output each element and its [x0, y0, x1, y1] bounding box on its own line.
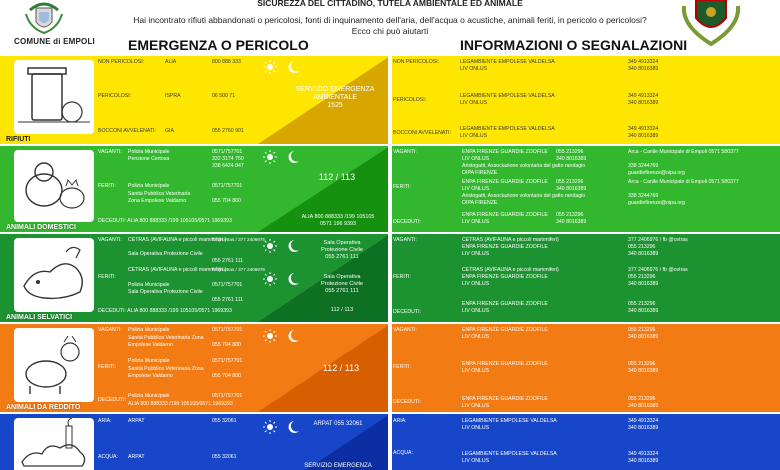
info-org: LIV ONLUS	[462, 251, 490, 257]
org-name: GIA	[165, 128, 174, 134]
org-name: Polizia Municipale	[128, 358, 170, 364]
info-org: ENPA FIRENZE GUARDIE ZOOFILE	[462, 179, 548, 185]
info-phone: 340 8016389	[628, 425, 659, 431]
org-name: Empolese Valdarno	[128, 342, 173, 348]
phone-number: 0571/757701	[212, 149, 243, 155]
phone-number: 06 500 71	[212, 93, 236, 99]
row-key: PERICOLOSI:	[98, 93, 132, 99]
row-key: BOCCONI AVVELENATI:	[98, 128, 157, 134]
info-phone: 349 4913324	[628, 93, 659, 99]
org-name: ARPAT	[128, 454, 145, 460]
info-org: LIV ONLUS	[462, 219, 490, 225]
deceduti-line: DECEDUTI: ALIA 800 888333 /199 105105/0571 1969393	[98, 218, 232, 224]
category-label: ANIMALI DOMESTICI	[6, 224, 76, 231]
info-org: Aristogatti, Associazione volontaria del gatto randagio	[462, 163, 586, 169]
info-org: CETRAS (AVIFAUNA e piccoli mammiferi)	[462, 267, 559, 273]
info-row-key: PERICOLOSI:	[393, 97, 427, 103]
mid-line: Sala Operativa	[323, 240, 361, 246]
info-row-key: VAGANTI:	[393, 149, 417, 155]
info-org: LIV ONLUS	[462, 403, 490, 409]
emergency-number: 112 / 113	[330, 307, 354, 313]
column-title-info: INFORMAZIONI O SEGNALAZIONI	[460, 37, 688, 53]
info-row-key: VAGANTI:	[393, 327, 417, 333]
info-org: LIV ONLUS	[460, 66, 488, 72]
info-org: ENPA FIRENZE GUARDIE ZOOFILE	[462, 212, 548, 218]
mid-line: 055 2761 111	[325, 254, 359, 260]
info-phone: 340 8016389	[628, 334, 659, 340]
phone-number: 0571/757701	[212, 282, 243, 288]
header-help: Ecco chi può aiutarti	[351, 26, 429, 36]
column-separator	[388, 146, 392, 232]
day-night-icon	[262, 239, 302, 253]
info-org: LIV ONLUS	[460, 100, 488, 106]
alia-number: ALIA 800 888333 /199 105105	[301, 214, 375, 220]
org-name: Sanità Pubblica Veterinaria Zona	[128, 335, 204, 341]
band-animali-domestici	[0, 146, 780, 232]
phone-number: 332 3174 750	[212, 156, 244, 162]
info-org: ENPA FIRENZE GUARDIE ZOOFILE	[462, 149, 548, 155]
org-name: Pensione Certosa	[128, 156, 170, 162]
phone-number: 055 32061	[212, 418, 237, 424]
info-row-key: DECEDUTI:	[393, 309, 421, 315]
info-phone: 340 8016389	[628, 100, 659, 106]
info-org: LIV ONLUS	[462, 281, 490, 287]
org-name: Polizia Municipale	[128, 327, 170, 333]
org-name: Polizia Municipale	[128, 393, 170, 399]
info-right: 338 3244769	[628, 193, 659, 199]
info-phone: 055 213296	[628, 244, 656, 250]
phone-number: 0571/757701	[212, 327, 243, 333]
info-phone: 055 213296	[628, 327, 656, 333]
info-row-key: FERITI:	[393, 184, 411, 190]
info-right: guardiefirenze@oipa.org	[628, 170, 685, 176]
info-org: OIPA FIRENZE	[462, 170, 498, 176]
phone-number: 0571/757701	[212, 358, 243, 364]
org-name: Empolese Valdarno	[128, 373, 173, 379]
info-org: LEGAMBIENTE EMPOLESE VALDELSA	[460, 126, 555, 132]
category-label: RIFIUTI	[6, 136, 31, 143]
info-phone: 340 8016389	[628, 66, 659, 72]
info-phone: 055 213296	[628, 361, 656, 367]
mid-line: Sala Operativa	[323, 274, 361, 280]
info-org: LIV ONLUS	[462, 186, 490, 192]
info-phone: 055 213296	[628, 274, 656, 280]
info-phone: 349 4913324	[628, 418, 659, 424]
info-org: LIV ONLUS	[462, 308, 490, 314]
header-question: Hai incontrato rifiuti abbandonati o pericolosi, fonti di inquinamento dell'aria, dell'acqua o acustiche, animali feriti, in pericolo o pericolosi?	[133, 15, 647, 25]
org-name: CETRAS (AVIFAUNA e piccoli mammiferi )	[128, 267, 227, 273]
info-row-key: ARIA:	[393, 418, 407, 424]
info-phone: 340 8016389	[628, 308, 659, 314]
emergency-service-line1: SERVIZIO EMERGENZA	[304, 463, 372, 469]
info-row-key: DECEDUTI:	[393, 399, 421, 405]
info-row-key: VAGANTI:	[393, 237, 417, 243]
dog-cat-icon	[14, 150, 94, 222]
info-org: LIV ONLUS	[462, 334, 490, 340]
info-phone: 055 213296	[556, 212, 584, 218]
column-separator	[388, 324, 392, 412]
emergency-service-line1: SERVIZIO EMERGENZA	[295, 86, 375, 93]
pollution-icon	[14, 418, 94, 470]
info-org: LIV ONLUS	[460, 133, 488, 139]
phone-number: 338 6424 847	[212, 163, 244, 169]
phone-number: 055 2761 111	[212, 297, 243, 303]
info-phone: 349 4913324	[628, 59, 659, 65]
info-phone: 340 8016389	[556, 186, 587, 192]
info-phone: 349 4913324	[628, 451, 659, 457]
info-phone: 349 4913324	[628, 126, 659, 132]
phone-number: 0571/757701	[212, 183, 243, 189]
org-name: ARPAT	[128, 418, 145, 424]
org-name: ALIA 800 888333 /199 105105/0571 1969393	[128, 401, 233, 407]
org-name: ALIA	[165, 59, 177, 65]
info-org: ENPA FIRENZE GUARDIE ZOOFILE	[462, 244, 548, 250]
row-key: FERITI:	[98, 364, 116, 370]
org-name: Polizia Municipale	[128, 282, 170, 288]
info-org: OIPA FIRENZE	[462, 200, 498, 206]
deceduti-line: DECEDUTI: ALIA 800 888333 /199 105105/0571 1969393	[98, 308, 232, 314]
info-phone: 055 213296	[628, 396, 656, 402]
info-org: ENPA FIRENZE GUARDIE ZOOFILE	[462, 301, 548, 307]
info-right: Arca - Canile Municipale di Empoli 0571 580377	[628, 149, 739, 155]
phone-number: 055 2761 111	[212, 258, 243, 264]
day-night-icon	[262, 150, 302, 164]
band-animali-da-reddito	[0, 324, 780, 412]
phone-number: 055 704 800	[212, 342, 241, 348]
org-name: Polizia Municipale	[128, 149, 170, 155]
header-subtitle: SICUREZZA DEL CITTADINO, TUTELA AMBIENTALE ED ANIMALE	[257, 0, 523, 8]
column-separator	[388, 56, 392, 144]
info-org: LIV ONLUS	[462, 156, 490, 162]
info-phone: 340 8016389	[628, 403, 659, 409]
band-ambiente	[0, 414, 780, 470]
column-title-emergenza: EMERGENZA O PERICOLO	[128, 37, 309, 53]
info-phone: 055 213296	[556, 149, 584, 155]
day-night-icon	[262, 60, 302, 74]
info-org: LEGAMBIENTE EMPOLESE VALDELSA	[462, 451, 557, 457]
info-org: ENPA FIRENZE GUARDIE ZOOFILE	[462, 396, 548, 402]
org-name: Sala Operativa Protezione Civile	[128, 251, 203, 257]
phone-number: 0571/757701	[212, 393, 243, 399]
info-row-key: DECEDUTI:	[393, 219, 421, 225]
info-org: LIV ONLUS	[462, 425, 490, 431]
row-key: NON PERICOLOSI:	[98, 59, 145, 65]
info-org: LEGAMBIENTE EMPOLESE VALDELSA	[460, 59, 555, 65]
phone-number: 800 888 333	[212, 59, 241, 65]
phone-number: 055 704 800	[212, 198, 241, 204]
org-name: Sala Operativa Protezione Civile	[128, 289, 203, 295]
row-key: DECEDUTI:	[98, 397, 126, 403]
arpat-number: ARPAT 055 32061	[313, 421, 363, 427]
band-animali-selvatici	[0, 234, 780, 322]
info-row-key: NON PERICOLOSI:	[393, 59, 440, 65]
header	[0, 0, 780, 55]
info-phone: 340 8016389	[628, 251, 659, 257]
day-night-icon	[262, 329, 302, 343]
band-rifiuti	[0, 56, 780, 144]
column-separator	[388, 234, 392, 322]
info-org: LEGAMBIENTE EMPOLESE VALDELSA	[460, 93, 555, 99]
row-key: VAGANTI:	[98, 327, 122, 333]
info-org: ENPA FIRENZE GUARDIE ZOOFILE	[462, 327, 548, 333]
info-phone: 340 8016389	[556, 156, 587, 162]
info-org: LEGAMBIENTE EMPOLESE VALDELSA	[462, 418, 557, 424]
category-label: ANIMALI DA REDDITO	[6, 404, 81, 411]
org-name: CETRAS (AVIFAUNA e piccoli mammiferi )	[128, 237, 227, 243]
shield-logo-icon	[672, 0, 750, 48]
info-phone: 377 2406976 / fb @cetras	[628, 267, 688, 273]
info-row-key: ACQUA:	[393, 450, 413, 456]
farm-animals-icon	[14, 328, 94, 402]
info-org: LIV ONLUS	[462, 368, 490, 374]
mid-line: Protezione Civile	[321, 247, 363, 253]
info-phone: 340 8016389	[628, 458, 659, 464]
info-phone: 055 213296	[628, 301, 656, 307]
row-key: FERITI:	[98, 183, 116, 189]
info-org: CETRAS (AVIFAUNA e piccoli mammiferi)	[462, 237, 559, 243]
info-row-key: FERITI:	[393, 364, 411, 370]
info-phone: 340 8016389	[628, 133, 659, 139]
info-org: ENPA FIRENZE GUARDIE ZOOFILE	[462, 361, 548, 367]
alia-number: 0571 196 9393	[320, 221, 356, 227]
row-key: FERITI:	[98, 274, 116, 280]
column-separator	[388, 414, 392, 470]
info-org: LIV ONLUS	[462, 458, 490, 464]
org-name: Sanità Pubblica Veterinaria Zona	[128, 366, 204, 372]
row-key: VAGANTI:	[98, 149, 122, 155]
waste-bin-icon	[14, 60, 94, 134]
emergency-service-number: 1525	[327, 102, 343, 109]
mid-line: Protezione Civile	[321, 281, 363, 287]
info-phone: 340 8016389	[628, 281, 659, 287]
info-org: Aristogatti, Associazione volontaria del gatto randagio	[462, 193, 586, 199]
org-name: ISPRA	[165, 93, 181, 99]
org-name: Polizia Municipale	[128, 183, 170, 189]
info-row-key: FERITI:	[393, 274, 411, 280]
day-night-icon	[262, 272, 302, 286]
org-name: Zona Empolese Valdarno	[128, 198, 187, 204]
info-right: guardiefirenze@oipa.org	[628, 200, 685, 206]
phone-number: 055 704 800	[212, 373, 241, 379]
row-key: ARIA:	[98, 418, 112, 424]
info-right: 338 3244769	[628, 163, 659, 169]
info-row-key: BOCCONI AVVELENATI:	[393, 130, 452, 136]
row-key: ACQUA:	[98, 454, 118, 460]
row-key: VAGANTI:	[98, 237, 122, 243]
phone-number: 055 2760 901	[212, 128, 244, 134]
org-name: Sanità Pubblica Veterinaria	[128, 191, 191, 197]
emergency-number: 112 / 113	[322, 363, 360, 373]
info-phone: 340 8016389	[628, 368, 659, 374]
wild-animals-icon	[14, 238, 94, 312]
emergency-number: 112 / 113	[318, 172, 356, 182]
phone-number: fb @cetras / 377 2406976	[212, 267, 265, 272]
comune-label: COMUNE di EMPOLI	[14, 37, 95, 46]
mid-line: 055 2761 111	[325, 288, 359, 294]
info-right: Arca - Canile Municipale di Empoli 0571 580377	[628, 179, 739, 185]
info-phone: 055 213296	[556, 179, 584, 185]
phone-number: fb @cetras / 377 2406976	[212, 237, 265, 242]
phone-number: 055 32061	[212, 454, 237, 460]
info-phone: 377 2406976 / fb @cetras	[628, 237, 688, 243]
category-label: ANIMALI SELVATICI	[6, 314, 73, 321]
info-org: ENPA FIRENZE GUARDIE ZOOFILE	[462, 274, 548, 280]
info-phone: 340 8016389	[556, 219, 587, 225]
emergency-service-line2: AMBIENTALE	[313, 94, 357, 101]
